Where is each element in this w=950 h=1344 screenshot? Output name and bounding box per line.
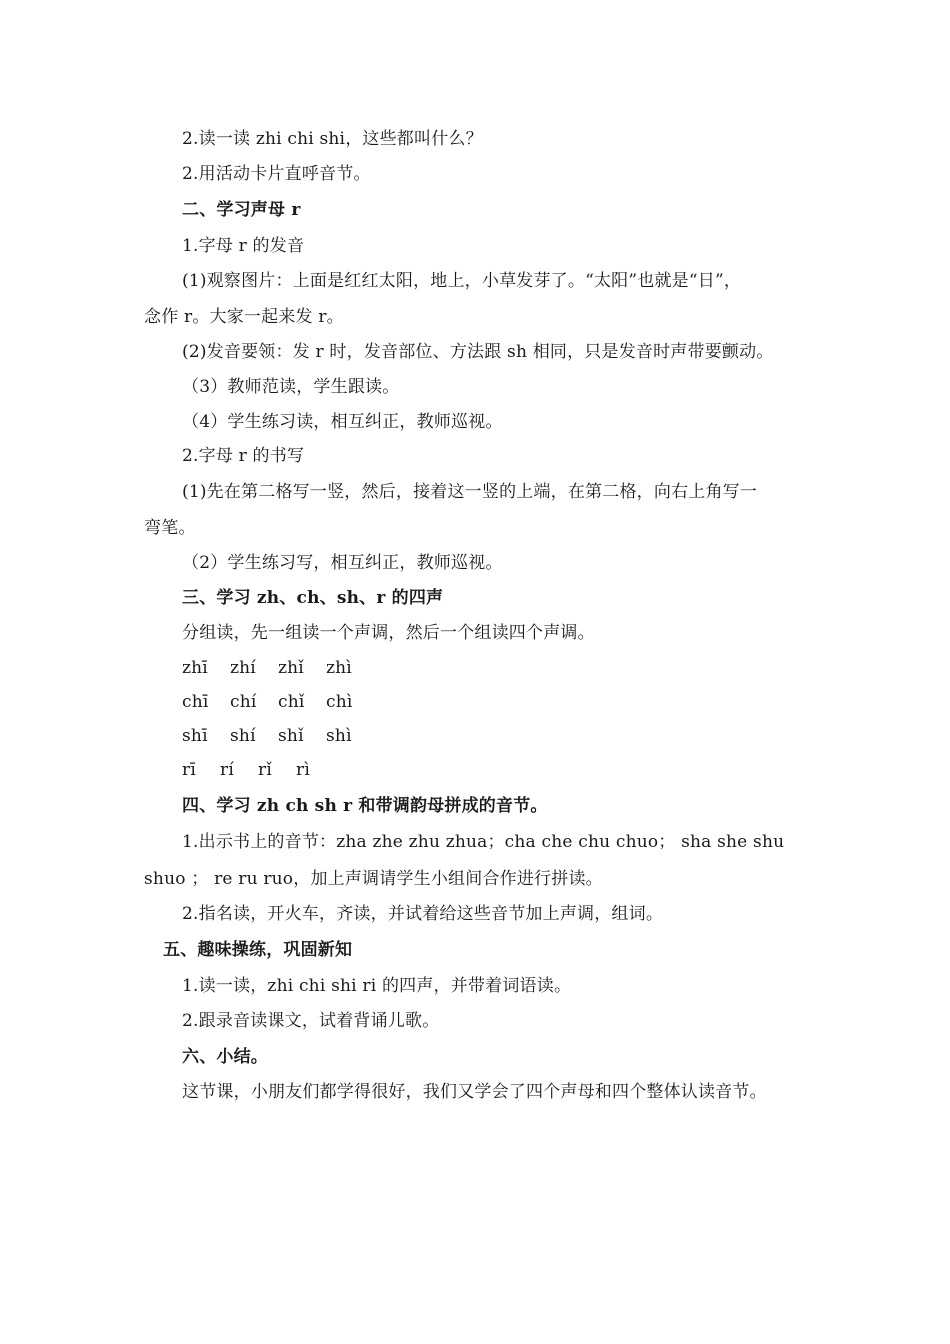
text-line: 2.指名读，开火车，齐读，并试着给这些音节加上声调，组词。 <box>182 904 664 924</box>
text-line: shuo ； re ru ruo，加上声调请学生小组间合作进行拼读。 <box>144 869 603 889</box>
tone-syllable: zhí <box>230 658 256 678</box>
tone-syllable: shì <box>326 726 352 746</box>
section-heading-5: 五、趣味操练，巩固新知 <box>163 940 353 960</box>
tone-syllable: shí <box>230 726 256 746</box>
tone-syllable: chí <box>230 692 257 712</box>
text-line: 2.用活动卡片直呼音节。 <box>182 164 371 184</box>
tone-row-sh <box>182 725 374 747</box>
tone-row-zh <box>182 657 374 679</box>
text-line: （4）学生练习读，相互纠正，教师巡视。 <box>182 412 503 432</box>
text-line: 1.出示书上的音节：zha zhe zhu zhua；cha che chu chuo； sha she shu <box>182 832 785 852</box>
text-line: （3）教师范读，学生跟读。 <box>182 377 400 397</box>
tone-syllable: shǐ <box>278 726 304 746</box>
tone-syllable: rǐ <box>258 760 272 780</box>
text-line: 1.字母 r 的发音 <box>182 236 305 256</box>
tone-syllable: zhì <box>326 658 352 678</box>
section-heading-4: 四、学习 zh ch sh r 和带调韵母拼成的音节。 <box>182 796 548 816</box>
text-line: 念作 r。大家一起来发 r。 <box>144 307 344 327</box>
tone-syllable: shī <box>182 726 208 746</box>
tone-syllable: rí <box>220 760 234 780</box>
text-line: 2.字母 r 的书写 <box>182 446 305 466</box>
section-heading-6: 六、小结。 <box>182 1047 268 1067</box>
text-line: （2）学生练习写，相互纠正，教师巡视。 <box>182 553 503 573</box>
text-line: (2)发音要领：发 r 时，发音部位、方法跟 sh 相同，只是发音时声带要颤动。 <box>182 342 774 362</box>
text-line: 2.读一读 zhi chi shi，这些都叫什么？ <box>182 129 483 149</box>
tone-syllable: rī <box>182 760 196 780</box>
tone-syllable: chǐ <box>278 692 305 712</box>
tone-syllable: chì <box>326 692 353 712</box>
text-line: 这节课，小朋友们都学得很好，我们又学会了四个声母和四个整体认读音节。 <box>182 1082 767 1102</box>
section-heading-3: 三、学习 zh、ch、sh、r 的四声 <box>182 588 444 608</box>
text-line: 弯笔。 <box>144 518 196 538</box>
text-line: (1)观察图片：上面是红红太阳，地上，小草发芽了。“太阳”也就是“日”， <box>182 271 742 291</box>
text-line: 分组读，先一组读一个声调，然后一个组读四个声调。 <box>182 623 595 643</box>
tone-syllable: zhī <box>182 658 208 678</box>
tone-syllable: rì <box>296 760 310 780</box>
tone-row-ch <box>182 691 374 713</box>
tone-syllable: zhǐ <box>278 658 304 678</box>
tone-row-r <box>182 759 334 781</box>
text-line: 1.读一读，zhi chi shi ri 的四声，并带着词语读。 <box>182 976 572 996</box>
text-line: (1)先在第二格写一竖，然后，接着这一竖的上端，在第二格，向右上角写一 <box>182 482 758 502</box>
section-heading-2: 二、学习声母 r <box>182 200 301 220</box>
text-line: 2.跟录音读课文，试着背诵儿歌。 <box>182 1011 440 1031</box>
tone-syllable: chī <box>182 692 209 712</box>
